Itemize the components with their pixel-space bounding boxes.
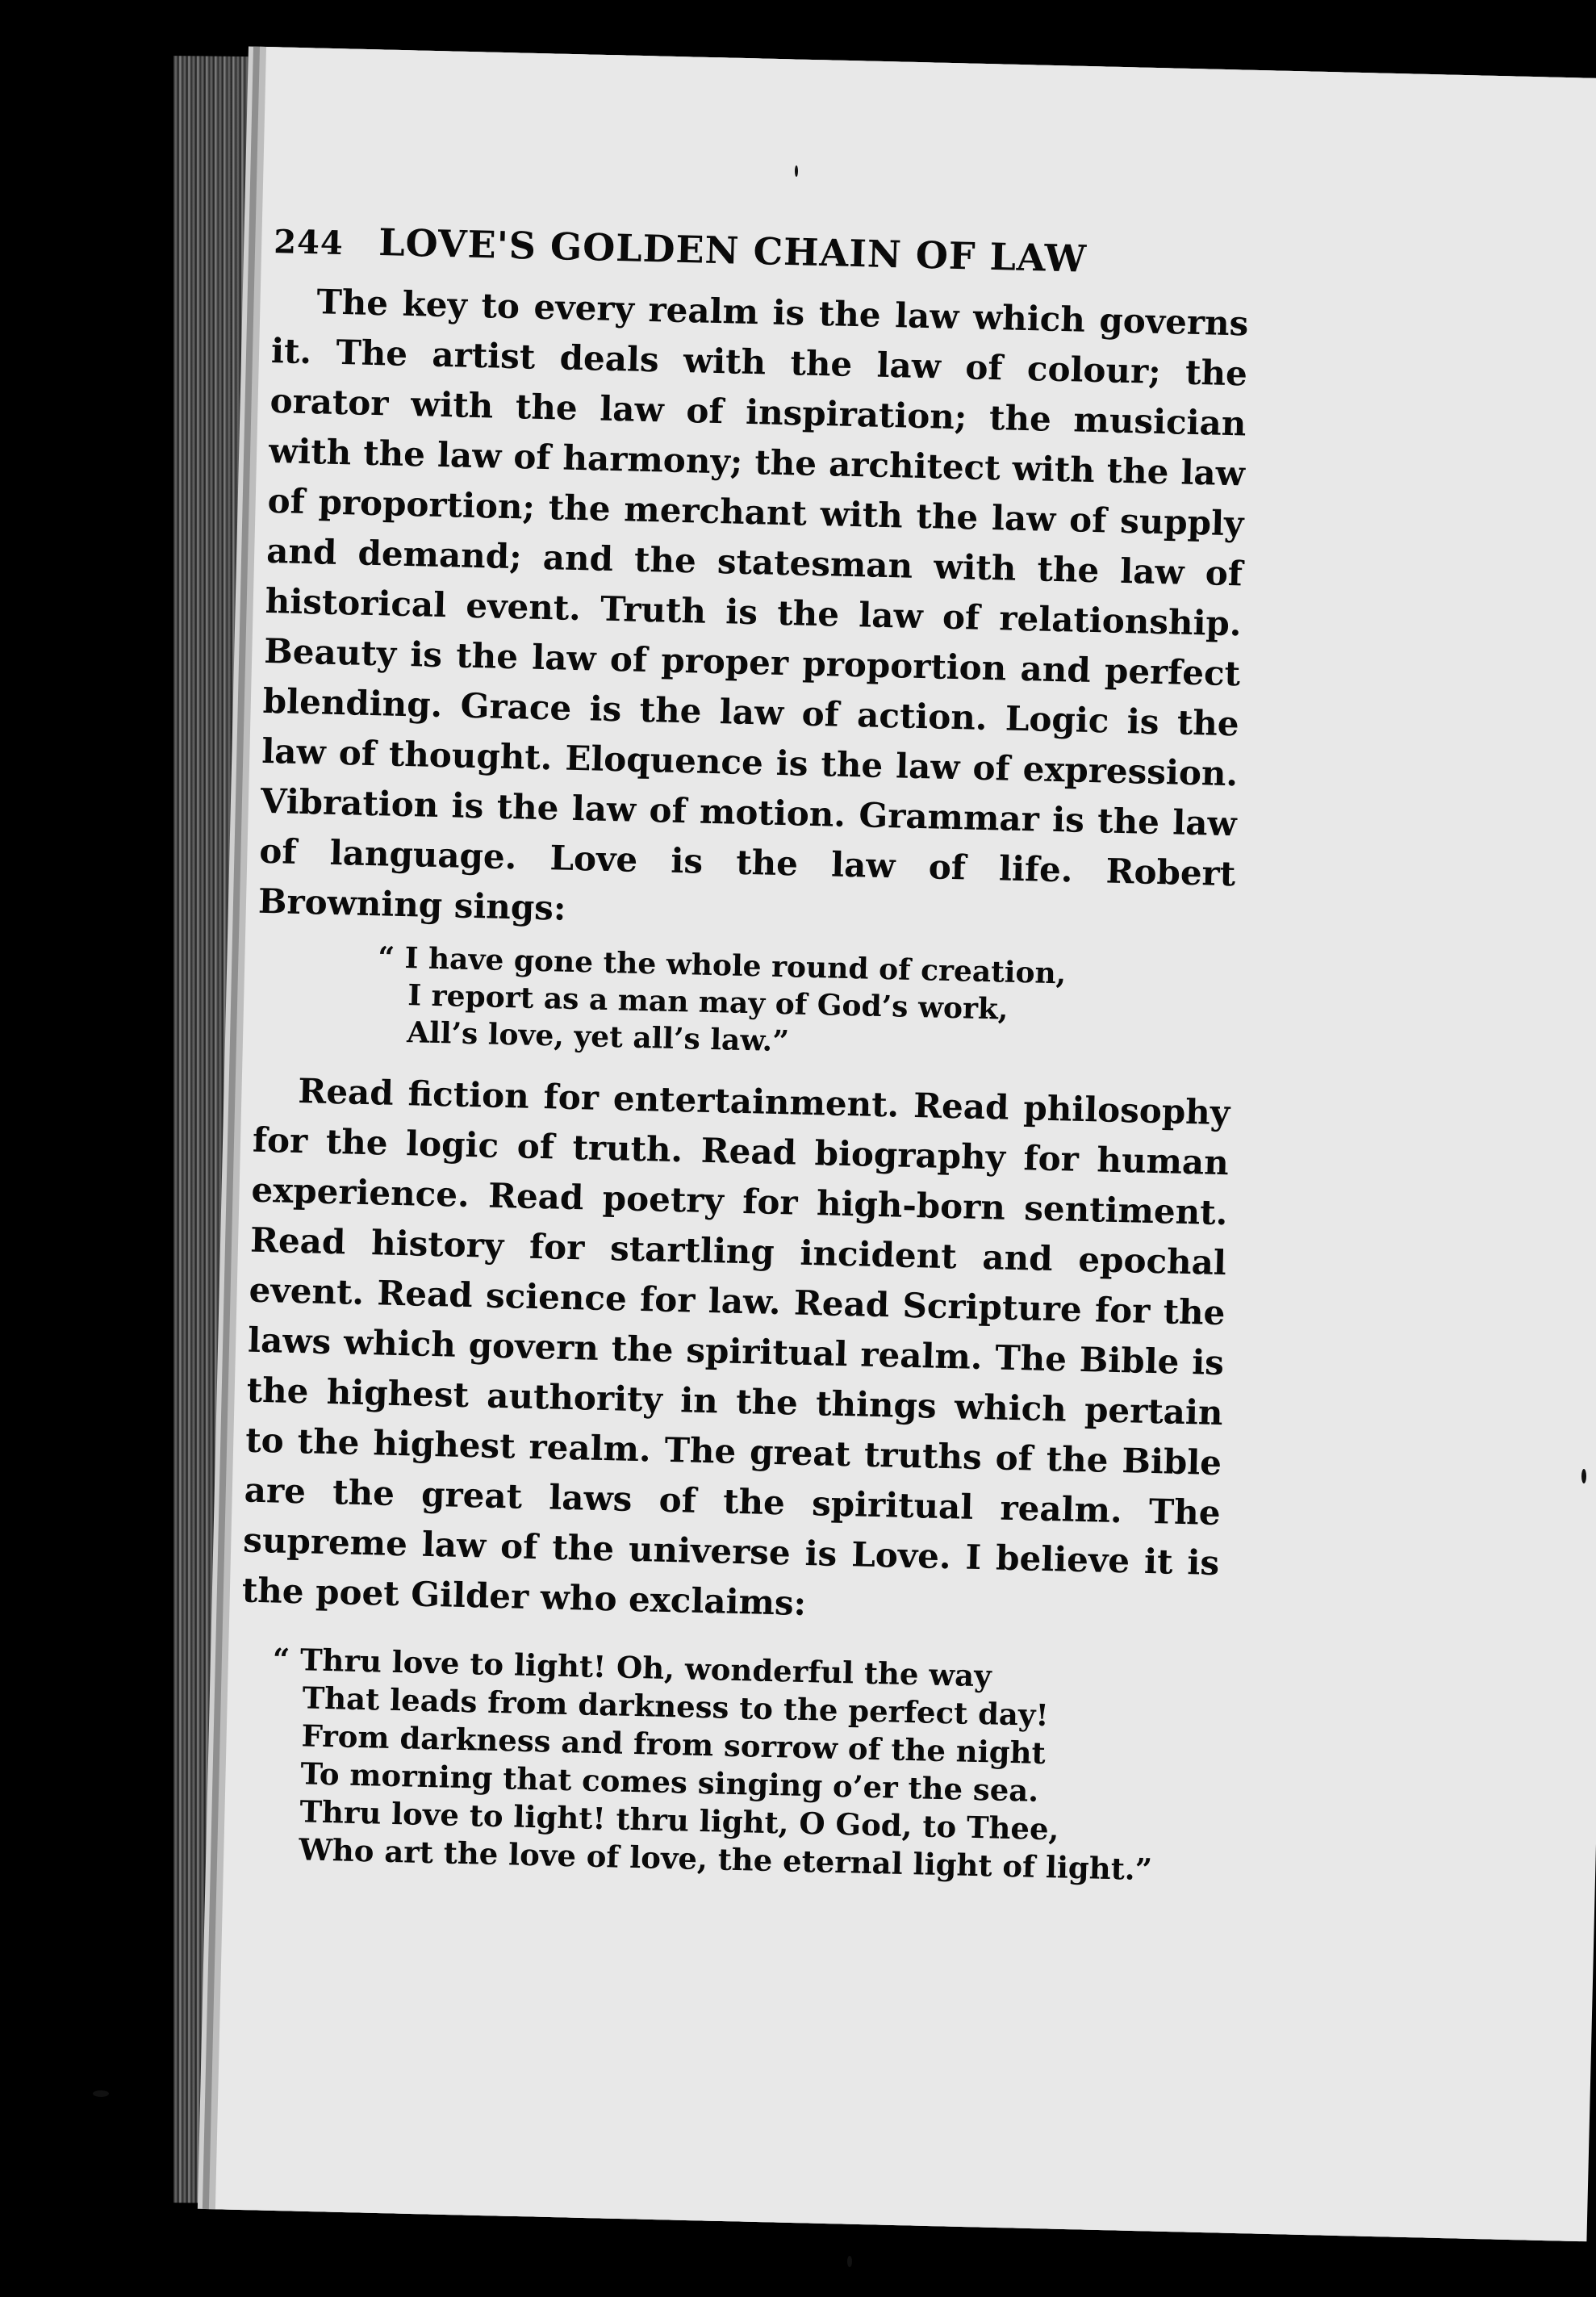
verse-line: “ I have gone the whole round of creation, [377,940,1067,991]
page-content [236,218,1251,1890]
verse-line: All’s love, yet all’s law.” [406,1015,790,1059]
verse-line: Who art the love of love, the eternal light of light.” [298,1831,1153,1888]
ink-speck [1581,1469,1586,1483]
paragraph-reading: Read fiction for entertainment. Read philosophy for the logic of truth. Read biography for human experience. Read poetry for high-born sentiment. Read history for startling incident and epochal event. Read science for law. Read Scripture for the laws which govern the spiritual realm. The Bible is the highest authority in the things which pertain to the highest realm. The great truths of the Bible are the great laws of the spiritual realm. The supreme law of the universe is Love. I believe it is the poet Gilder who exclaims: [241,1071,1230,1623]
page-number: 244 [273,222,345,263]
paragraph-laws: The key to every realm is the law which governs it. The artist deals with the law of colour; the orator with the law of inspiration; the musician with the law of harmony; the architect with the law of proportion; the merchant with the law of supply and demand; and the statesman with the law of historical event. Truth is the law of relationship. Beauty is the law of proper proportion and perfect blending. Grace is the law of action. Logic is the law of thought. Eloquence is the law of expression. Vibration is the law of motion. Grammar is the law of language. Love is the law of life. Robert Browning sings: [257,282,1249,928]
browning-verse [376,939,1234,1070]
ink-speck [93,2090,109,2097]
verse-line: I report as a man may of God’s work, [407,978,1009,1027]
verse-line: That leads from darkness to the perfect day! [302,1680,1050,1734]
verse-line: Thru love to light! thru light, O God, to Thee, [299,1793,1059,1847]
ink-speck [847,2256,852,2267]
gilder-verse [268,1640,1217,1889]
running-title: LOVE'S GOLDEN CHAIN OF LAW [378,220,1088,281]
verse-line: To morning that comes singing o’er the sea. [300,1755,1039,1809]
verse-line: From darkness and from sorrow of the night [301,1718,1047,1772]
ink-speck [795,165,798,177]
verse-line: “ Thru love to light! Oh, wonderful the way [272,1641,992,1694]
